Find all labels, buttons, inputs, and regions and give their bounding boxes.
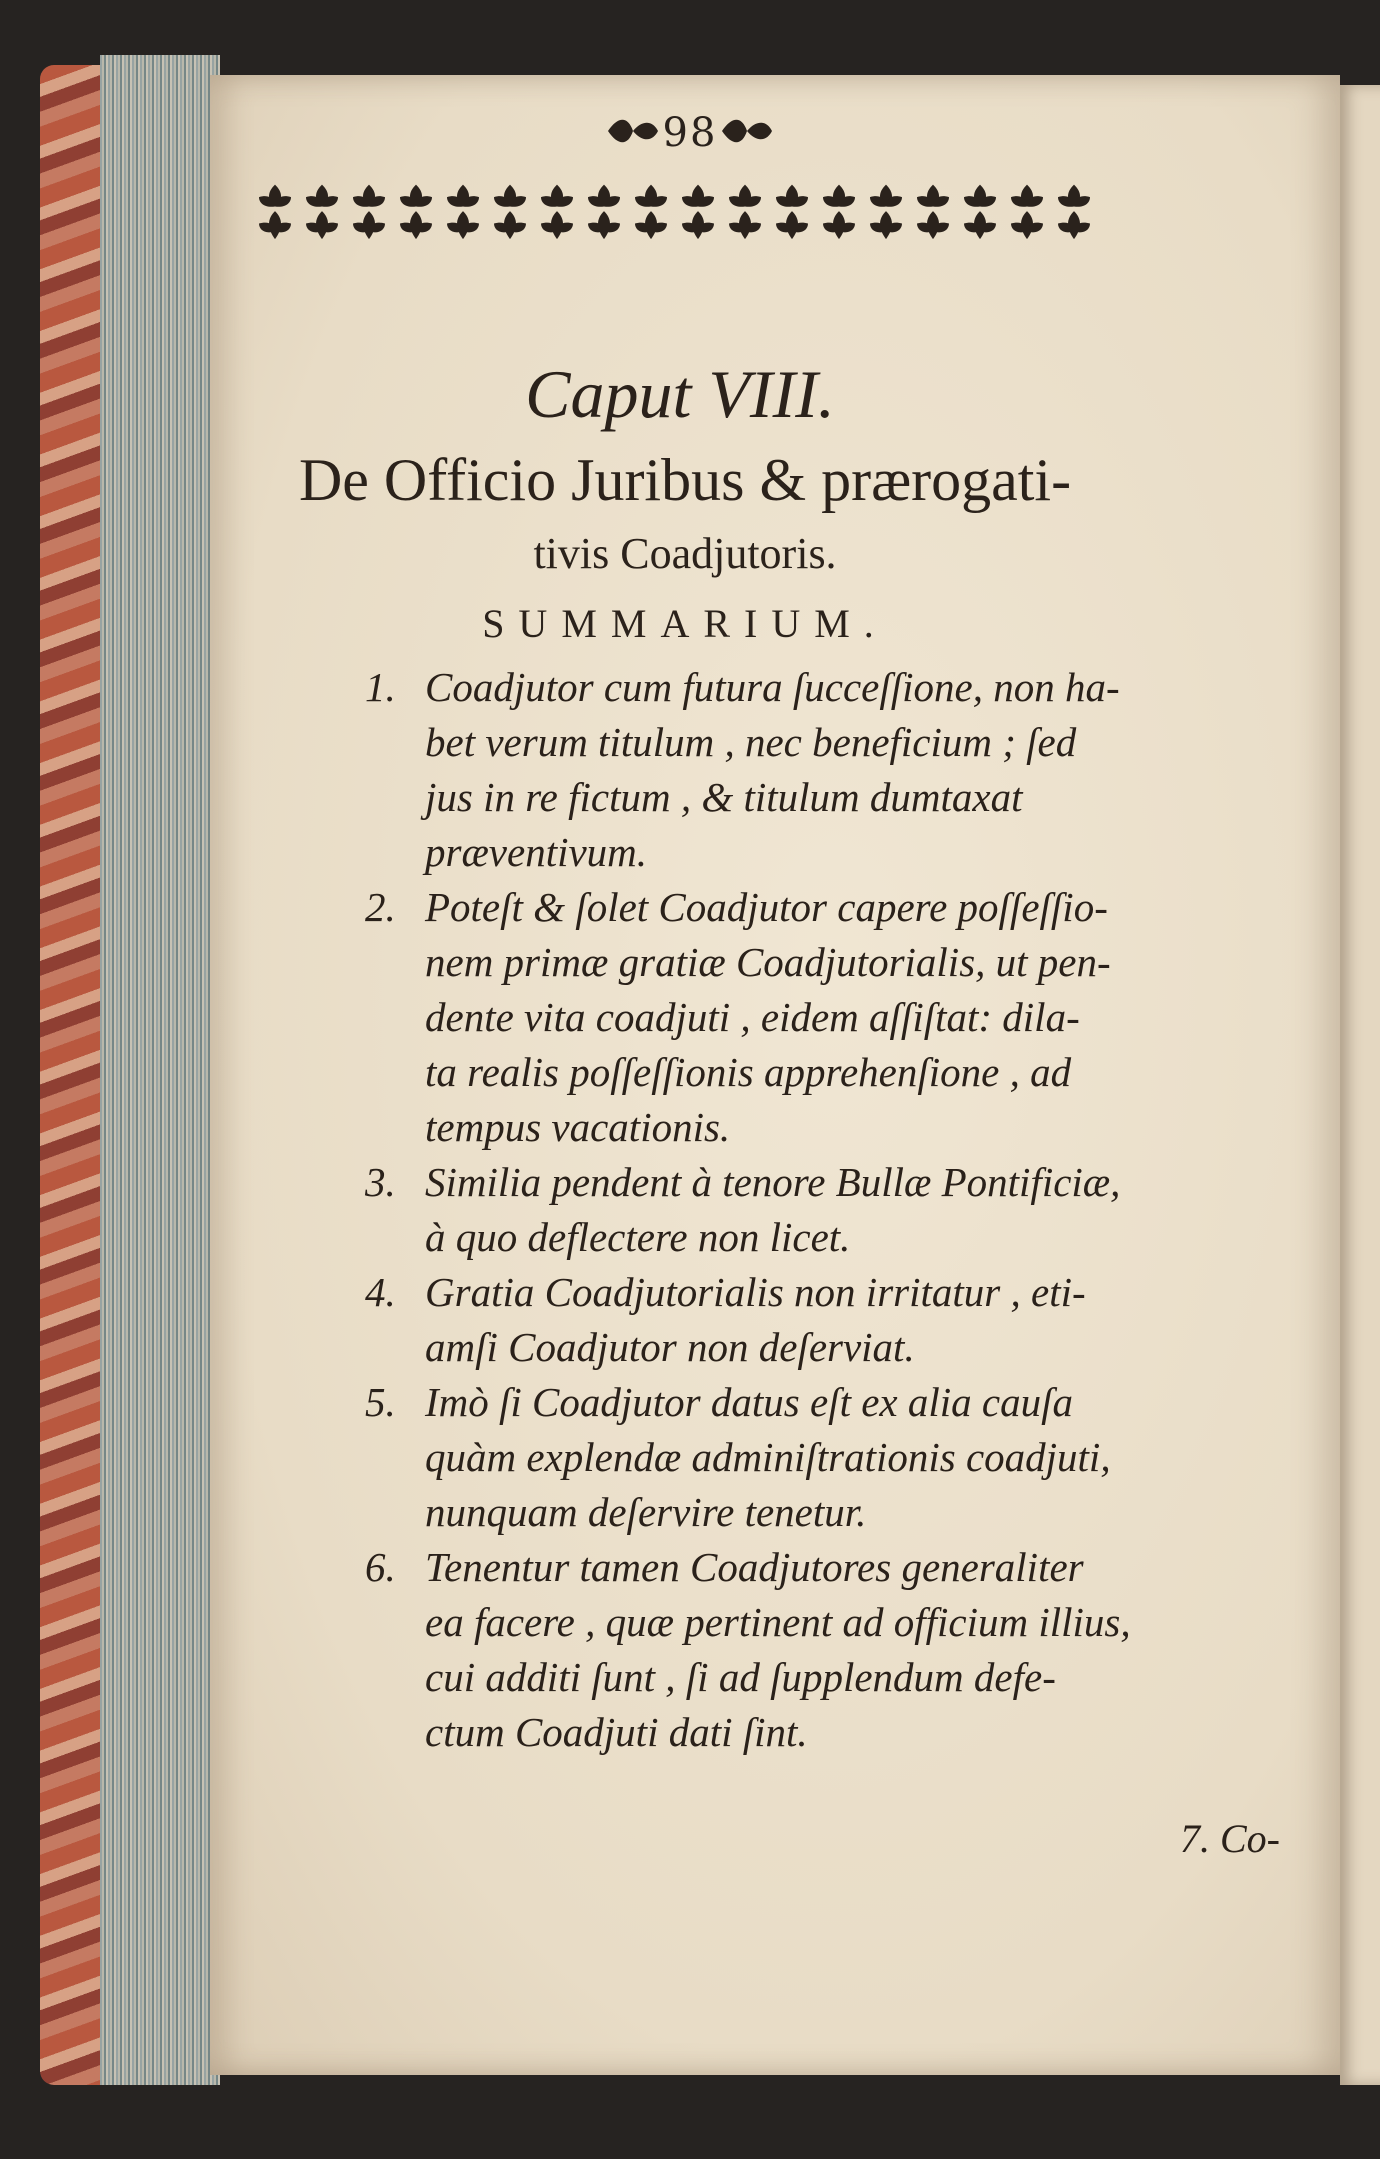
facing-page-edge [1340,85,1380,2085]
item-line: cui additi ſunt , ſi ad ſupplendum defe- [425,1654,1056,1700]
fleuron-left-icon [603,111,663,161]
item-number: 1. [365,664,396,710]
summary-item [365,880,1285,1155]
page-number: 98 [662,110,718,156]
item-line: Poteſt & ſolet Coadjutor capere poſſeſſio- [425,884,1108,930]
item-number: 3. [365,1159,396,1205]
item-line: nunquam deſervire tenetur. [425,1489,867,1535]
item-number: 6. [365,1544,396,1590]
item-number: 2. [365,884,396,930]
summary-item [365,1375,1285,1540]
item-number: 4. [365,1269,396,1315]
summary-list [365,660,1285,1760]
item-line: jus in re fictum , & titulum dumtaxat [425,774,1023,820]
item-line: tempus vacationis. [425,1104,731,1150]
ornamental-border-icon [255,180,1105,250]
item-line: Coadjutor cum futura ſucceſſione, non ha- [425,664,1120,710]
item-line: quàm explendæ adminiſtrationis coadjuti, [425,1434,1111,1480]
page-edges [100,55,220,2085]
chapter-subtitle: De Officio Juribus & prærogati- [298,447,1072,513]
item-line: Imò ſi Coadjutor datus eſt ex alia cauſa [425,1379,1073,1425]
item-line: ctum Coadjuti dati ſint. [425,1709,808,1755]
item-number: 5. [365,1379,396,1425]
item-line: amſi Coadjutor non deſerviat. [425,1324,915,1370]
item-line: ea facere , quæ pertinent ad officium illius, [425,1599,1131,1645]
catchword: 7. Co- [1180,1816,1280,1861]
summary-item [365,1155,1285,1265]
item-line: Gratia Coadjutorialis non irritatur , eti- [425,1269,1086,1315]
summary-heading: SUMMARIUM. [482,601,888,646]
item-line: ta realis poſſeſſionis apprehenſione , ad [425,1049,1072,1095]
summary-item [365,1265,1285,1375]
fleuron-right-icon [717,111,777,161]
item-line: Similia pendent à tenore Bullæ Pontificiæ, [425,1159,1121,1205]
item-line: nem primæ gratiæ Coadjutorialis, ut pen- [425,939,1111,985]
chapter-subtitle-continued: tivis Coadjutoris. [533,529,837,578]
item-line: Tenentur tamen Coadjutores generaliter [425,1544,1084,1590]
item-line: bet verum titulum , nec beneficium ; ſed [425,719,1077,765]
item-line: præventivum. [425,829,648,875]
item-line: à quo deflectere non licet. [425,1214,851,1260]
page-header [0,110,1380,161]
summary-item [365,1540,1285,1760]
summary-item [365,660,1285,880]
item-line: dente vita coadjuti , eidem aſſiſtat: dila- [425,994,1080,1040]
chapter-title: Caput VIII. [525,356,835,432]
